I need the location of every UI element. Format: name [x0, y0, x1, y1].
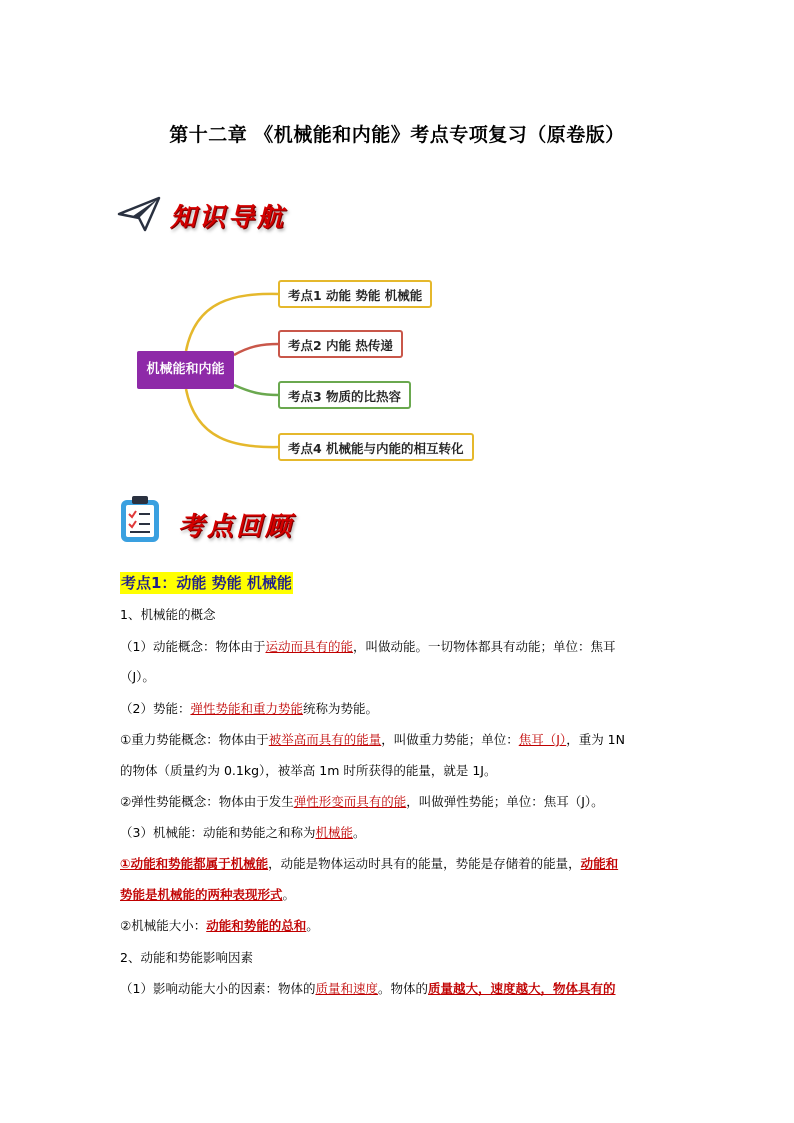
paragraph-magnitude: ②机械能大小：动能和势能的总和。 [120, 918, 319, 933]
banner-knowledge-navigation: 知识导航 [170, 203, 287, 233]
subheading-2: 2、动能和势能影响因素 [120, 950, 253, 965]
paragraph-forms: ①动能和势能都属于机械能，动能是物体运动时具有的能量，势能是存储着的能量，动能和 [120, 856, 619, 871]
subheading-1: 1、机械能的概念 [120, 607, 216, 622]
section-heading: 考点1：动能 势能 机械能 [121, 574, 292, 592]
paragraph-kinetic-energy: （1）动能概念：物体由于运动而具有的能，叫做动能。一切物体都具有动能；单位：焦耳 [120, 639, 616, 654]
paragraph-mechanical-energy: （3）机械能：动能和势能之和称为机械能。 [120, 825, 366, 840]
paragraph-gravitational-pe: ①重力势能概念：物体由于被举高而具有的能量，叫做重力势能；单位：焦耳（J），重为 1N [120, 732, 625, 747]
page-title: 第十二章 《机械能和内能》考点专项复习（原卷版） [169, 124, 625, 146]
paragraph-kinetic-factors: （1）影响动能大小的因素：物体的质量和速度。物体的质量越大，速度越大，物体具有的 [120, 981, 616, 996]
paragraph-gravitational-pe-cont: 的物体（质量约为 0.1kg），被举高 1m 时所获得的能量，就是 1J。 [120, 763, 497, 778]
paragraph-forms-cont: 势能是机械能的两种表现形式。 [120, 887, 296, 902]
banner-key-points-review: 考点回顾 [178, 512, 295, 542]
paragraph-potential-energy: （2）势能：弹性势能和重力势能统称为势能。 [120, 701, 378, 716]
paragraph-elastic-pe: ②弹性势能概念：物体由于发生弹性形变而具有的能，叫做弹性势能；单位：焦耳（J）。 [120, 794, 604, 809]
mindmap-root: 机械能和内能 [137, 351, 234, 389]
mindmap-branch-2: 考点2 内能 热传递 [278, 330, 403, 358]
mindmap-connectors [0, 0, 794, 500]
paragraph-kinetic-energy-cont: （J）。 [120, 669, 155, 684]
mindmap-branch-4: 考点4 机械能与内能的相互转化 [278, 433, 474, 461]
clipboard-checklist-icon [118, 494, 162, 544]
mindmap-branch-3: 考点3 物质的比热容 [278, 381, 411, 409]
mindmap-branch-1: 考点1 动能 势能 机械能 [278, 280, 432, 308]
